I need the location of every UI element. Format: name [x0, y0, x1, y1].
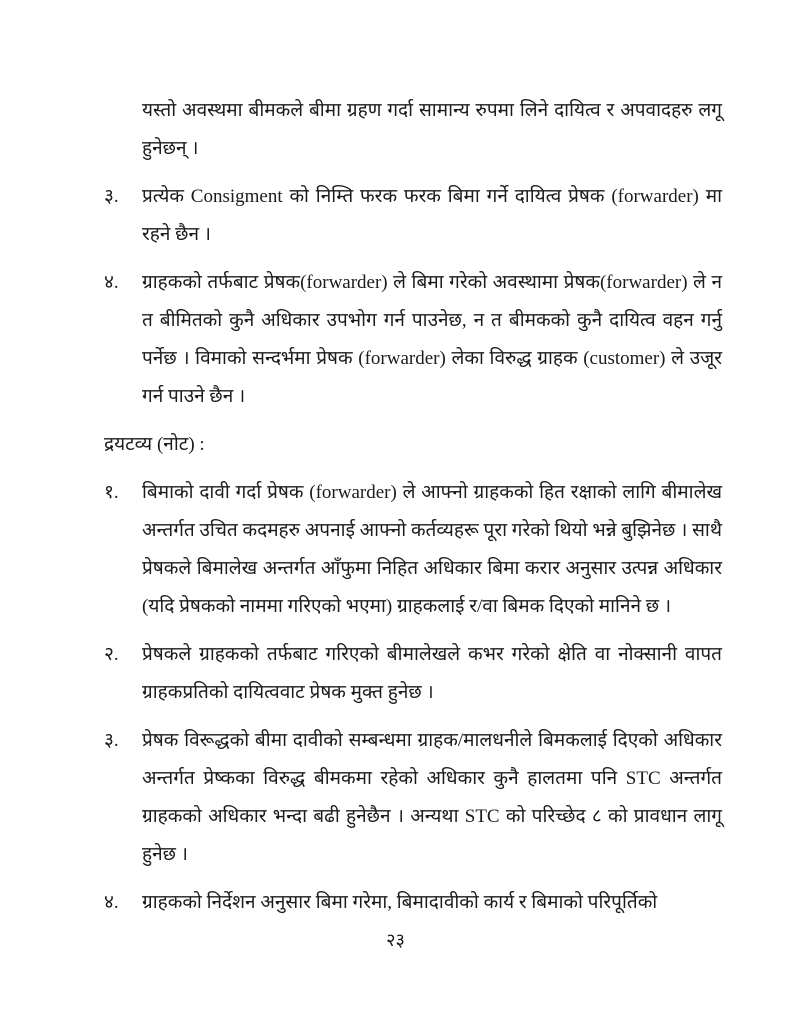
list-item [104, 264, 722, 416]
note-item-text: ग्राहकको निर्देशन अनुसार बिमा गरेमा, बिमादावीको कार्य र बिमाको परिपूर्तिको [142, 892, 658, 913]
note-item-number: १. [104, 482, 119, 503]
note-item-number: ४. [104, 892, 119, 913]
note-section-heading: द्रयटव्य (नोट) : [104, 434, 205, 455]
note-list-item [104, 884, 722, 922]
item-text: ग्राहकको तर्फबाट प्रेषक(forwarder) ले बिमा गरेको अवस्थामा प्रेषक(forwarder) ले न त बीमितको कुनै अधिकार उपभोग गर्न पाउनेछ, न त बीमकको कुनै दायित्व वहन गर्नु पर्नेछ । विमाको सन्दर्भमा प्रेषक (forwarder) लेका विरुद्ध ग्राहक (customer) ले उजूर गर्न पाउने छैन । [142, 272, 722, 407]
note-list-item [104, 474, 722, 626]
note-list-item [104, 636, 722, 712]
item-number: ४. [104, 272, 119, 293]
list-item [104, 178, 722, 254]
note-item-number: २. [104, 644, 119, 665]
note-list-item [104, 722, 722, 874]
item-number: ३. [104, 186, 119, 207]
paragraph-continuation: यस्तो अवस्थमा बीमकले बीमा ग्रहण गर्दा सामान्य रुपमा लिने दायित्व र अपवादहरु लगू हुनेछन् । [142, 100, 722, 159]
note-item-text: प्रेषक विरूद्धको बीमा दावीको सम्बन्धमा ग्राहक/मालधनीले बिमकलाई दिएको अधिकार अन्तर्गत प्रेष्कका विरुद्ध बीमकमा रहेको अधिकार कुनै हालतमा पनि STC अन्तर्गत ग्राहकको अधिकार भन्दा बढी हुनेछैन । अन्यथा STC को परिच्छेद ८ को प्रावधान लागू हुनेछ । [142, 730, 722, 865]
page-number: २३ [386, 930, 405, 950]
note-item-text: बिमाको दावी गर्दा प्रेषक (forwarder) ले आफ्नो ग्राहकको हित रक्षाको लागि बीमालेख अन्तर्गत उचित कदमहरु अपनाई आफ्नो कर्तव्यहरू पूरा गरेको थियो भन्ने बुझिनेछ । साथै प्रेषकले बिमालेख अन्तर्गत आँफुमा निहित अधिकार बिमा करार अनुसार उत्पन्न अधिकार (यदि प्रेषकको नाममा गरिएको भएमा) ग्राहकलाई र/वा बिमक दिएको मानिने छ । [142, 482, 722, 617]
note-item-text: प्रेषकले ग्राहकको तर्फबाट गरिएको बीमालेखले कभर गरेको क्षेति वा नोक्सानी वापत ग्राहकप्रतिको दायित्ववाट प्रेषक मुक्त हुनेछ । [142, 644, 722, 703]
item-text: प्रत्येक Consigment को निम्ति फरक फरक बिमा गर्ने दायित्व प्रेषक (forwarder) मा रहने छैन । [142, 186, 722, 245]
note-item-number: ३. [104, 730, 119, 751]
page-content [104, 92, 722, 932]
